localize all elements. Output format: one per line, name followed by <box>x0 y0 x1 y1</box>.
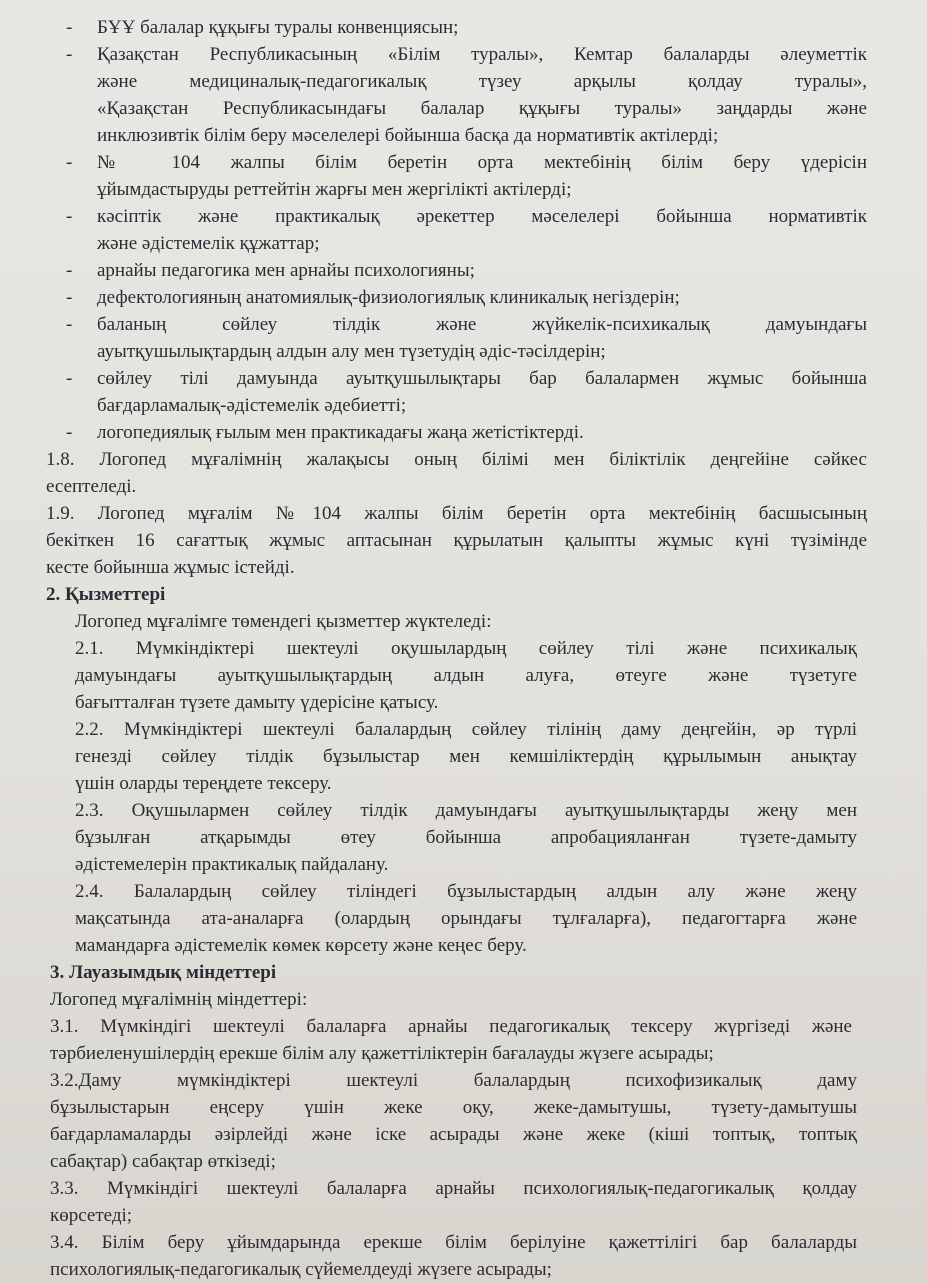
line-text: «Қазақстан Республикасындағы балалар құқығы туралы» заңдарды және <box>97 98 867 119</box>
line-text: генезді сөйлеу тілдік бұзылыстар мен кемшіліктердің құрылымын анықтау <box>75 746 857 767</box>
line-text: және медициналық-педагогикалық түзеу арқылы қолдау туралы», <box>97 71 867 92</box>
list-item <box>0 284 927 311</box>
line-text: инклюзивтік білім беру мәселелері бойынша басқа да нормативтік актілерді; <box>97 125 719 146</box>
line-text: 2.1. Мүмкіндіктері шектеулі оқушылардың сөйлеу тілі және психикалық <box>75 638 857 659</box>
line-text: 2.4. Балалардың сөйлеу тіліндегі бұзылыстардың алдын алу және жеңу <box>75 881 857 902</box>
list-item <box>0 311 927 338</box>
line-text: кесте бойынша жұмыс істейді. <box>46 557 295 578</box>
bullet-dash: - <box>66 206 73 227</box>
text-line <box>0 986 927 1013</box>
line-text: ауытқушылықтардың алдын алу мен түзетудің әдіс-тәсілдерін; <box>97 341 606 362</box>
bullet-dash: - <box>66 422 73 443</box>
line-text: бекіткен 16 сағаттық жұмыс аптасынан құрылатын қалыпты жұмыс күні түзімінде <box>46 530 867 551</box>
line-text: кәсіптік және практикалық әрекеттер мәселелері бойынша нормативтік <box>97 206 867 227</box>
line-text: бағдарламалық-әдістемелік әдебиетті; <box>97 395 407 416</box>
bullet-dash: - <box>66 287 73 308</box>
line-text: 3.2.Даму мүмкіндіктері шектеулі балалардың психофизикалық даму <box>50 1070 857 1091</box>
line-text: арнайы педагогика мен арнайы психологияны; <box>97 260 475 281</box>
line-text: әдістемелерін практикалық пайдалану. <box>75 854 389 875</box>
line-text: логопедиялық ғылым мен практикадағы жаңа жетістіктерді. <box>97 422 584 443</box>
line-text: тәрбиеленушілердің ерекше білім алу қажеттіліктерін бағалауды жүзеге асырады; <box>50 1043 714 1064</box>
line-text: 2.3. Оқушылармен сөйлеу тілдік дамуындағы ауытқушылықтарды жеңу мен <box>75 800 857 821</box>
bullet-dash: - <box>66 17 73 38</box>
line-text: мамандарға әдістемелік көмек көрсету және кеңес беру. <box>75 935 527 956</box>
text-line <box>0 743 927 770</box>
line-text: ұйымдастыруды реттейтін жарғы мен жергілікті актілерді; <box>97 179 572 200</box>
text-line <box>0 446 927 473</box>
text-line <box>0 797 927 824</box>
text-line <box>0 608 927 635</box>
line-text: БҰҰ балалар құқығы туралы конвенциясын; <box>97 17 459 38</box>
line-text: сөйлеу тілі дамуында ауытқушылықтары бар балалармен жұмыс бойынша <box>97 368 867 389</box>
text-line <box>0 851 927 878</box>
list-item <box>0 41 927 68</box>
line-text: 3. Лауазымдық міндеттері <box>50 962 277 983</box>
text-line <box>0 122 927 149</box>
line-text: Логопед мұғалімнің міндеттері: <box>50 989 308 1010</box>
text-line <box>0 230 927 257</box>
text-line <box>0 1040 927 1067</box>
line-text: баланың сөйлеу тілдік және жүйкелік-психикалық дамуындағы <box>97 314 867 335</box>
line-text: көрсетеді; <box>50 1205 133 1226</box>
line-text: 3.3. Мүмкіндігі шектеулі балаларға арнайы психологиялық-педагогикалық қолдау <box>50 1178 857 1199</box>
line-text: 1.8. Логопед мұғалімнің жалақысы оның білімі мен біліктілік деңгейіне сәйкес <box>46 449 867 470</box>
list-item <box>0 14 927 41</box>
line-text: сабақтар) сабақтар өткізеді; <box>50 1151 276 1172</box>
bullet-dash: - <box>66 44 73 65</box>
text-line <box>0 95 927 122</box>
line-text: дефектологияның анатомиялық-физиологиялық клиникалық негіздерін; <box>97 287 680 308</box>
line-text: № 104 жалпы білім беретін орта мектебінің білім беру үдерісін <box>97 152 867 173</box>
text-line <box>0 770 927 797</box>
bullet-dash: - <box>66 368 73 389</box>
text-line <box>0 1256 927 1283</box>
bullet-dash: - <box>66 260 73 281</box>
line-text: үшін оларды тереңдете тексеру. <box>75 773 332 794</box>
list-item <box>0 419 927 446</box>
text-line <box>0 878 927 905</box>
text-line <box>0 1202 927 1229</box>
list-item <box>0 365 927 392</box>
line-text: 2.2. Мүмкіндіктері шектеулі балалардың сөйлеу тілінің даму деңгейін, әр түрлі <box>75 719 857 740</box>
bullet-dash: - <box>66 314 73 335</box>
text-line <box>0 473 927 500</box>
line-text: бағытталған түзете дамыту үдерісіне қатысу. <box>75 692 439 713</box>
text-line <box>0 554 927 581</box>
list-item <box>0 257 927 284</box>
text-line <box>0 392 927 419</box>
line-text: бұзылыстарын еңсеру үшін жеке оқу, жеке-дамытушы, түзету-дамытушы <box>50 1097 857 1118</box>
line-text: бұзылған атқарымды өтеу бойынша апробацияланған түзете-дамыту <box>75 827 857 848</box>
text-line <box>0 1229 927 1256</box>
text-line <box>0 932 927 959</box>
text-line <box>0 1094 927 1121</box>
line-text: Қазақстан Республикасының «Білім туралы», Кемтар балаларды әлеуметтік <box>97 44 867 65</box>
line-text: 1.9. Логопед мұғалім №104 жалпы білім беретін орта мектебінің басшысының <box>46 503 867 524</box>
text-line <box>0 1175 927 1202</box>
list-item <box>0 203 927 230</box>
line-text: Логопед мұғалімге төмендегі қызметтер жүктеледі: <box>75 611 492 632</box>
text-line <box>0 689 927 716</box>
section-heading <box>0 581 927 608</box>
line-text: 2. Қызметтері <box>46 584 166 605</box>
list-item <box>0 149 927 176</box>
text-line <box>0 1121 927 1148</box>
text-line <box>0 662 927 689</box>
line-text: және әдістемелік құжаттар; <box>97 233 320 254</box>
text-line <box>0 68 927 95</box>
line-text: 3.4. Білім беру ұйымдарында ерекше білім берілуіне қажеттілігі бар балаларды <box>50 1232 857 1253</box>
section-heading <box>0 959 927 986</box>
line-text: бағдарламаларды әзірлейді және іске асырады және жеке (кіші топтық, топтық <box>50 1124 857 1145</box>
text-line <box>0 500 927 527</box>
line-text: есептеледі. <box>46 476 137 497</box>
text-line <box>0 338 927 365</box>
text-line <box>0 824 927 851</box>
text-line <box>0 176 927 203</box>
bullet-dash: - <box>66 152 73 173</box>
text-line <box>0 1067 927 1094</box>
line-text: 3.1. Мүмкіндігі шектеулі балаларға арнайы педагогикалық тексеру жүргізеді және <box>50 1016 852 1037</box>
text-line <box>0 635 927 662</box>
text-line <box>0 1148 927 1175</box>
text-line <box>0 527 927 554</box>
line-text: психологиялық-педагогикалық сүйемелдеуді жүзеге асырады; <box>50 1259 552 1280</box>
text-line <box>0 1013 927 1040</box>
text-line <box>0 905 927 932</box>
line-text: мақсатында ата-аналарға (олардың орындағы тұлғаларға), педагогтарға және <box>75 908 857 929</box>
line-text: дамуындағы ауытқушылықтардың алдын алуға, өтеуге және түзетуге <box>75 665 857 686</box>
text-line <box>0 716 927 743</box>
